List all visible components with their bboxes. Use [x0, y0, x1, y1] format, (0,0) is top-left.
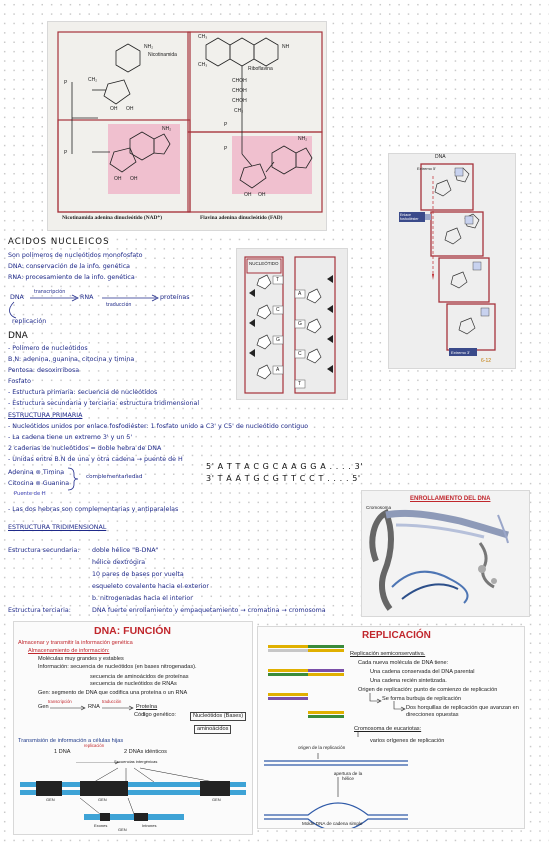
function-bullet-4: Información: secuencia de nucleótidos (en bases nitrogenadas). [38, 664, 197, 670]
dna-strand-diagram [389, 154, 515, 368]
tertiary-label: Estructura terciaria: [8, 607, 71, 614]
oh-label-2: OH [126, 106, 134, 112]
helix-opening-label: apertura de la hélice [333, 771, 363, 781]
secondary-line: doble hélice "B-DNA" [92, 547, 159, 554]
dna-line: - Estructura secundaria y terciaria: estructura tridimensional [8, 400, 200, 407]
end-5-label: Extremo 5' [417, 166, 436, 171]
genetic-code-label: Código genético: [134, 712, 176, 718]
flow-translation: traducción [106, 303, 132, 308]
replication-arrows [348, 687, 408, 737]
phosphodiester-label: Enlace fosfodiéster [400, 213, 419, 221]
replication-bubble-diagram [258, 737, 428, 828]
flow-gen: Gen [38, 704, 49, 710]
dna-function-slide [14, 622, 252, 834]
function-gene-def: Gen: segmento de DNA que codifica una proteína o un RNA [38, 690, 188, 696]
base-label: C [276, 307, 280, 313]
flow-trad-label: traducción [102, 699, 122, 704]
flow-protein: Proteína [136, 704, 158, 710]
oh-label-5: OH [244, 192, 252, 198]
dna-strand-figure-right [389, 154, 515, 368]
note-line: RNA: procesamiento de la info. genética [8, 274, 135, 281]
flow-proteins: proteínas [160, 294, 190, 301]
replication-bullet-4: Una cadena recién sintetizada. [370, 678, 447, 684]
nh-label: NH [282, 44, 290, 50]
sequence-strand-2: 3' T A A T G C G T T C C T . . . . 5' [206, 474, 361, 483]
nucleotide-strand-figure [237, 249, 347, 399]
ch2-label-1: CH₂ [88, 77, 98, 83]
secondary-label: Estructura secundaria: [8, 547, 80, 554]
replication-bullet-6: Se forma burbuja de replicación [382, 696, 461, 702]
base-label: A [298, 291, 302, 297]
flow-arrows [6, 290, 196, 322]
dna-line: - Estructura primaria: secuencia de nucleótidos [8, 389, 158, 396]
primary-line: - Unidas entre B.N de una y otra cadena → puente de H [8, 456, 183, 463]
gen-label-4: GEN [118, 827, 127, 832]
note-line: Son polímeros de nucleótidos monofosfato [8, 252, 143, 259]
brace [64, 466, 86, 492]
introns-label: Intrones [142, 823, 157, 828]
dna-line: Pentosa: desoxirribosa [8, 367, 80, 374]
pair-cg: Citocina ⊜ Guanina [8, 480, 70, 487]
primary-structure-heading: ESTRUCTURA PRIMARIA [8, 412, 83, 419]
oh-label-4: OH [130, 176, 138, 182]
nad-caption: Nicotinamida adenina dinucleótido (NAD⁺) [62, 215, 163, 221]
secondary-line: esqueleto covalente hacia el exterior [92, 583, 209, 590]
replication-bullet-9: varios orígenes de replicación [370, 738, 445, 744]
gen-label-3: GEN [212, 797, 221, 802]
nh2-label: NH₂ [144, 44, 154, 50]
replication-bullet-3: Una cadena conservada del DNA parental [370, 669, 475, 675]
replication-bullet-1: Replicación semiconservativa. [350, 651, 426, 657]
replication-title: REPLICACIÓN [362, 630, 431, 641]
base-label: T [298, 381, 302, 387]
tertiary-structure-heading: ESTRUCTURA TRIDIMENSIONAL [8, 524, 107, 531]
primary-line: - Nucleótidos unidos por enlace fosfodiéster: 1 fosfato unido a C3' y C5' de nucleótido contiguo [8, 423, 309, 430]
base-label: T [276, 277, 280, 283]
complementarity-note: complementariedad [86, 474, 143, 480]
oh-label-1: OH [110, 106, 118, 112]
template-label: Molde DNA de cadena simple [302, 821, 363, 826]
dna-line: Fosfato [8, 378, 31, 385]
nh2-label-3: NH₂ [298, 136, 308, 142]
riboflavin-label: Riboflavina [248, 66, 273, 72]
dna-coiling-figure [362, 491, 529, 616]
antiparallel-note: - Las dos hebras son complementarias y antiparalelas [8, 506, 179, 513]
nucleotide-strand-diagram [237, 249, 347, 399]
two-dna-label: 2 DNAs idénticos [124, 749, 167, 755]
base-label: C [298, 351, 302, 357]
replication-bullet-8: Cromosoma de eucariotas: [354, 726, 422, 732]
replication-bullet-7: Dos horquillas de replicación que avanzan en direcciones opuestas [406, 705, 519, 718]
coiling-title: ENROLLAMIENTO DEL DNA [410, 496, 491, 502]
oh-label-3: OH [114, 176, 122, 182]
function-aa-seq: secuencia de aminoácidos de proteínas [90, 674, 189, 680]
end-3-label: Extremo 3' [451, 350, 470, 355]
base-label: G [276, 337, 280, 343]
flow-rna: RNA [88, 704, 100, 710]
replication-arrow-label: replicación [84, 743, 105, 748]
notes-title: ACIDOS NUCLEICOS [8, 237, 110, 247]
dna-line: - Polímero de nucleótidos [8, 345, 88, 352]
flow-transcription: transcripción [34, 290, 66, 295]
secondary-line: b. nitrogenadas hacia el interior [92, 595, 193, 602]
nucleotide-label: NUCLEÓTIDO [249, 261, 279, 266]
replication-bullet-5: Origen de replicación: punto de comienzo de replicación [358, 687, 498, 693]
nicotinamide-label: Nicotinamida [148, 52, 177, 58]
function-rna-seq: secuencia de nucleótidos de RNAs [90, 681, 177, 687]
one-dna-label: 1 DNA [54, 749, 71, 755]
function-bullet-1: Almacenar y transmitir la información genética [18, 640, 133, 646]
secondary-line: hélice dextrógira [92, 559, 146, 566]
tertiary-line: DNA fuerte enrollamiento y empaquetamiento → cromatina → cromosoma [92, 607, 326, 614]
nh2-label-2: NH₂ [162, 126, 172, 132]
dna-label: DNA [435, 154, 446, 160]
fad-caption: Flavina adenina dinucleótido (FAD) [200, 215, 283, 221]
note-line: DNA: conservación de la info. genética [8, 263, 131, 270]
dna-line: B.N: adenina, guanina, citocina y timina [8, 356, 135, 363]
p-label-1: P [64, 80, 68, 86]
p-label-3: P [224, 122, 228, 128]
ch2-label-2: CH₂ [234, 108, 244, 114]
function-bullet-3: Moléculas muy grandes y estables [38, 656, 124, 662]
replication-slide [258, 627, 524, 828]
transmission-bullet: Transmisión de información a células hijas [18, 738, 124, 744]
exons-label: Exones [94, 823, 108, 828]
oh-label-6: OH [258, 192, 266, 198]
p-label-4: P [224, 146, 228, 152]
replication-molecules [262, 641, 350, 723]
sequence-strand-1: 5' A T T A C G C A A G G A . . . . 3' [206, 462, 364, 471]
flow-replication: replicación [12, 318, 47, 325]
gen-label-1: GEN [46, 797, 55, 802]
nad-fad-diagram [48, 22, 326, 230]
function-bullet-2: Almacenamiento de información: [28, 648, 110, 654]
hbond-note: Puente de H [14, 491, 46, 497]
origin-label: origen de la replicación [298, 745, 346, 750]
flow-dna: DNA [10, 294, 24, 301]
replication-bullet-2: Cada nueva molécula de DNA tiene: [358, 660, 449, 666]
ch3-label-2: CH₃ [198, 62, 208, 68]
choh-label-3: CHOH [232, 98, 247, 104]
page-ref: 6-12 [481, 358, 492, 364]
function-flow-arrows [34, 700, 204, 724]
nad-fad-figure [48, 22, 326, 230]
ch3-label-1: CH₃ [198, 34, 208, 40]
primary-line: - La cadena tiene un extremo 3' y un 5' [8, 434, 133, 441]
gen-label-2: GEN [98, 797, 107, 802]
flow-trans-label: transcripción [48, 699, 72, 704]
base-label: A [276, 367, 280, 373]
nucleotide-bases-box: Nucleótidos (Bases) [190, 712, 246, 721]
base-label: G [298, 321, 302, 327]
function-title: DNA: FUNCIÓN [94, 625, 171, 637]
chromosome-label: Cromosoma [366, 505, 392, 510]
pair-at: Adenina ⊜ Timina [8, 469, 65, 476]
intergenic-label: Secuencias intergénicas [114, 759, 158, 764]
choh-label-2: CHOH [232, 88, 247, 94]
flow-rna: RNA [80, 294, 94, 301]
amino-acids-box: aminoácidos [194, 725, 231, 734]
secondary-line: 10 pares de bases por vuelta [92, 571, 184, 578]
primary-line: 2 cadenas de nucleótidos = doble hebra de DNA [8, 445, 162, 452]
p-label-2: P [64, 150, 68, 156]
choh-label-1: CHOH [232, 78, 247, 84]
dna-heading: DNA [8, 331, 28, 341]
